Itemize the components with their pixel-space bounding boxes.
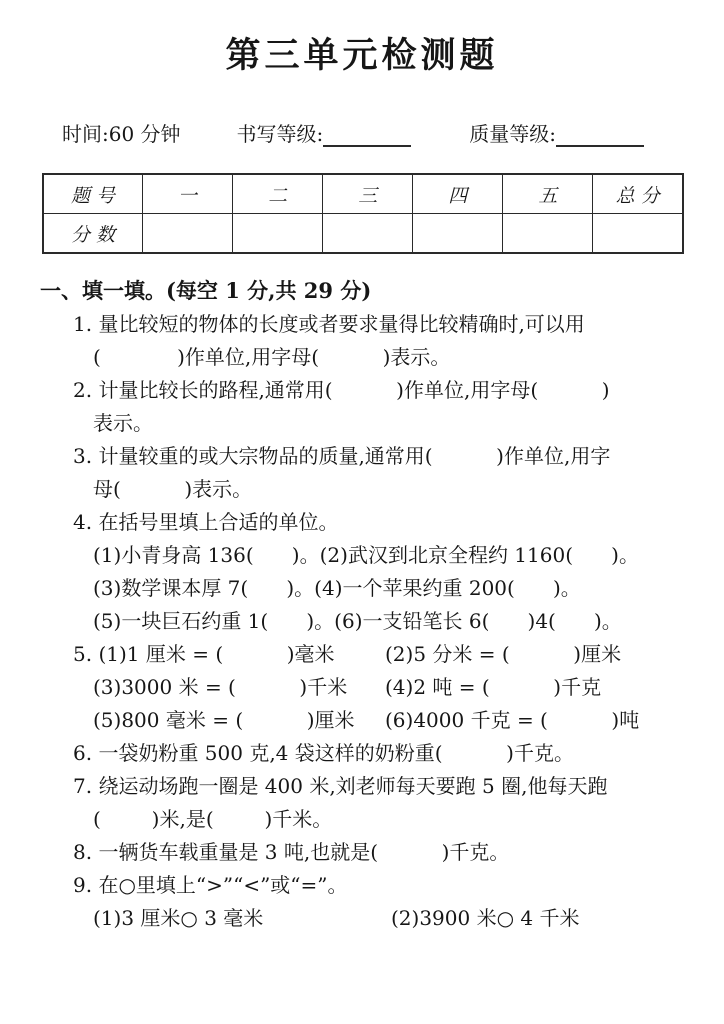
question-4-items-5-6: (5)一块巨石约重 1( )。(6)一支铅笔长 6( )4( )。	[93, 609, 622, 633]
question-4-items-3-4: (3)数学课本厚 7( )。(4)一个苹果约重 200( )。	[93, 576, 581, 600]
score-table-cell-score-label: 分 数	[43, 214, 143, 254]
score-table-cell-q5: 五	[503, 174, 593, 214]
question-5-row-3	[40, 704, 724, 737]
paper-title: 第三单元检测题	[225, 35, 499, 76]
question-5-item-5: (5)800 毫米 = ( )厘米	[93, 708, 355, 732]
quality-grade-blank	[556, 123, 644, 147]
question-9-item-1: (1)3 厘米○ 3 毫米	[93, 906, 264, 930]
question-9-row	[40, 902, 724, 935]
score-table-cell-q2: 二	[233, 174, 323, 214]
question-4-line-1: 4. 在括号里填上合适的单位。	[73, 510, 339, 534]
section-one	[40, 274, 724, 935]
question-1-line-1: 1. 量比较短的物体的长度或者要求量得比较精确时,可以用	[73, 312, 585, 336]
score-table-empty-cell	[593, 214, 683, 254]
score-table-empty-cell	[233, 214, 323, 254]
time-limit-label: 时间:60 分钟	[62, 122, 181, 146]
score-table-empty-cell	[413, 214, 503, 254]
question-6-line-1: 6. 一袋奶粉重 500 克,4 袋这样的奶粉重( )千克。	[73, 741, 574, 765]
question-4-items-1-2: (1)小青身高 136( )。(2)武汉到北京全程约 1160( )。	[93, 543, 639, 567]
score-table-cell-total: 总 分	[593, 174, 683, 214]
question-3-line-1: 3. 计量较重的或大宗物品的质量,通常用( )作单位,用字	[73, 444, 611, 468]
question-8-line-1: 8. 一辆货车载重量是 3 吨,也就是( )千克。	[73, 840, 510, 864]
score-table-empty-cell	[503, 214, 593, 254]
score-table-empty-cell	[323, 214, 413, 254]
question-7-line-2: ( )米,是( )千米。	[93, 807, 333, 831]
score-table-empty-cell	[143, 214, 233, 254]
score-table-cell-q1: 一	[143, 174, 233, 214]
score-table-cell-q4: 四	[413, 174, 503, 214]
question-9-line-1: 9. 在○里填上“>”“<”或“=”。	[73, 873, 348, 897]
question-9-item-2: (2)3900 米○ 4 千米	[391, 906, 580, 930]
score-table	[42, 173, 684, 254]
question-5-item-2: (2)5 分米 = ( )厘米	[385, 642, 622, 666]
question-5-item-6: (6)4000 千克 = ( )吨	[385, 708, 640, 732]
question-5-row-2	[40, 671, 724, 704]
question-5-item-4: (4)2 吨 = ( )千克	[385, 675, 602, 699]
question-2-line-2: 表示。	[93, 411, 153, 435]
question-1-line-2: ( )作单位,用字母( )表示。	[93, 345, 451, 369]
section-one-heading: 一、填一填。(每空 1 分,共 29 分)	[40, 278, 372, 303]
paper-meta-row	[62, 118, 724, 147]
question-5-item-3: (3)3000 米 = ( )千米	[93, 675, 348, 699]
writing-grade-field	[237, 118, 412, 147]
quality-grade-label: 质量等级:	[469, 122, 557, 146]
quality-grade-field	[469, 118, 644, 147]
score-table-header-row	[43, 174, 683, 214]
question-5-row-1	[40, 638, 724, 671]
writing-grade-label: 书写等级:	[236, 122, 324, 146]
writing-grade-blank	[323, 123, 411, 147]
score-table-cell-question-label: 题 号	[43, 174, 143, 214]
score-table-cell-q3: 三	[323, 174, 413, 214]
question-7-line-1: 7. 绕运动场跑一圈是 400 米,刘老师每天要跑 5 圈,他每天跑	[73, 774, 608, 798]
question-3-line-2: 母( )表示。	[93, 477, 253, 501]
score-table-score-row	[43, 214, 683, 254]
question-2-line-1: 2. 计量比较长的路程,通常用( )作单位,用字母( )	[73, 378, 610, 402]
question-5-item-1: 5. (1)1 厘米 = ( )毫米	[73, 642, 335, 666]
